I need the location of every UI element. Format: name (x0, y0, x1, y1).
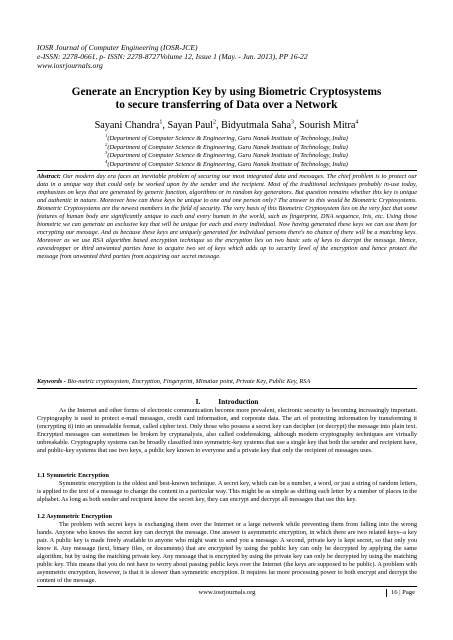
symmetric-text: Symmetric encryption is the oldest and best-known technique. A secret key, which can be a number, a word, or just a string of random letters, is applied to the text of a message to change the content in a particular way. This might be as simple as shifting each letter by a number of places in the alphabet. As long as both sender and recipient know the secret key, they can encrypt and decrypt all messages that use this key. (37, 480, 417, 504)
keywords-label: Keywords - (37, 378, 66, 385)
affiliation (25, 132, 428, 147)
footer-url: www.iosrjournals.org (198, 589, 256, 596)
affiliation-sup: 1 (105, 132, 108, 138)
affiliation-text: (Department of Computer Science & Engineering, Guru Nanak Institute of Technology, India) (107, 160, 348, 168)
affiliation-text: (Department of Computer Science & Engineering, Guru Nanak Institute of Technology, India) (107, 152, 348, 160)
affiliation-sup: 2 (105, 141, 108, 147)
journal-name: IOSR Journal of Computer Engineering (IOSR-JCE) (37, 43, 198, 52)
affiliation-text: (Department of Computer Science & Engineering, Guru Nanak Institute of Technology, India) (107, 143, 348, 151)
journal-issn: e-ISSN: 2278-0661, p- ISSN: 2278-8727Volume 12, Issue 1 (May. - Jun. 2013), PP 16-22 (37, 52, 308, 62)
abstract-text: Our modern day era faces an inevitable problem of securing our most integrated data and messages. The chief problem is to protect our data in a unique way that could only be worked upon by the sender and the recipient. Most of the traditional techniques probably in-use today, emphasizes on keys that are generated by generic function, algorithms or in random key generators. But question remains whether this key is unique and authentic in nature. Moreover how can these keys be unique to one and one person only? The answer to this would be Biometric Cryptosystems. Biometric Cryptosystems are the newest members in the field of security. The very basis of this Biometric Cryptosystem lies on the very fact that some features of human body are significantly unique to each and every human in the world, such as fingerprint, DNA sequence, Iris, etc. Using those biometric we can generate an exclusive key that will be unique for each and every individual. Now having generated these keys we can use them for encrypting our message. And as because these keys are uniquely generated for individual persons there's no chance of there will be a matching keys. Moreover as we use RSA algorithm based encryption technique so the encryption lies on two basic sets of keys to decrypt the message. Hence, eavesdropper or third unwanted parties have to acquire two set of keys which adds up to security level of the encryption and hence protect the message from unwanted third parties from acquiring our secret message. (37, 173, 418, 261)
keywords-text: Bio-metric cryptosystem, Encryption, Fingerprint, Minutiae point, Private Key, Public Key, RSA (67, 378, 311, 385)
page-number: 16 | Page (386, 589, 415, 597)
section-title: Introduction (218, 397, 259, 406)
intro-paragraph (37, 407, 417, 455)
affiliation-sup: 4 (105, 158, 108, 164)
title-line-1: Generate an Encryption Key by using Biometric Cryptosystems (71, 86, 382, 98)
symmetric-paragraph (37, 480, 417, 504)
author-name: Bidyutmala Saha (221, 120, 291, 131)
affiliation-list (25, 132, 428, 169)
author-sup: 4 (355, 119, 359, 126)
journal-header (37, 43, 417, 71)
section-number: I. (195, 397, 201, 406)
paper-title (25, 86, 428, 112)
subsection-heading-asymmetric: 1.2 Asymmetric Encryption (37, 513, 113, 520)
abstract-top-rule (37, 170, 417, 171)
footer-rule (37, 586, 417, 587)
abstract-bottom-rule (37, 388, 417, 389)
abstract (37, 173, 417, 262)
author-name: Sourish Mitra (299, 120, 356, 131)
affiliation (25, 152, 428, 161)
affiliation-text: (Department of Computer Science & Engineering, Guru Nanak Institute of Technology, India) (107, 135, 348, 142)
intro-text: As the Internet and other forms of electronic communication become more prevalent, electronic security is becoming increasingly important. Cryptography is used to protect e-mail messages, credit card information, and corporate data. The art of protecting information by transforming it (encrypting it) into an unreadable format, called cipher text. Only those who possess a secret key can decipher (or decrypt) the message into plain text. Encrypted messages can sometimes be broken by cryptanalysis, also called codebreaking, although modern cryptography techniques are virtually unbreakable. Cryptography systems can be broadly classified into symmetric-key systems that use a single key that both the sender and recipient have, and public-key systems that use two keys, a public key known to everyone and a private key that only the recipient of messages uses. (37, 407, 417, 455)
author-sup: 2 (213, 119, 217, 126)
affiliation-sup: 3 (105, 150, 108, 156)
affiliation (25, 158, 428, 170)
author-name: Sayani Chandra (94, 120, 160, 131)
abstract-label: Abstract: (37, 173, 61, 180)
keywords (37, 378, 417, 386)
author-list: Sayani Chandra$^1$, Sayan Paul$^2$, Bidyutmala Saha$^3$, Sourish Mitra$^4$ (94, 119, 359, 131)
journal-url: www.iosrjournals.org (37, 61, 103, 71)
affiliation (25, 141, 428, 156)
subsection-heading-symmetric: 1.1 Symmetric Encryption (37, 472, 109, 479)
author-sup: 1 (159, 119, 163, 126)
title-line-2: to secure transferring of Data over a Network (115, 99, 338, 111)
asymmetric-paragraph (37, 521, 417, 585)
asymmetric-text: The problem with secret keys is exchanging them over the Internet or a large network while preventing them from falling into the wrong hands. Anyone who knows the secret key can decrypt the message. One answer is asymmetric encryption, in which there are two related keys--a key pair. A public key is made freely available to anyone who might want to send you a message. A second, private key is kept secret, so that only you know it. Any message (text, binary files, or documents) that are encrypted by using the public key can only be decrypted by applying the same algorithm, but by using the matching private key. Any message that is encrypted by using the private key can only be decrypted by using the matching public key. This means that you do not have to worry about passing public keys over the Internet (the keys are supposed to be public). A problem with asymmetric encryption, however, is that it is slower than symmetric encryption. It requires far more processing power to both encrypt and decrypt the content of the message. (37, 521, 417, 585)
author-name: Sayan Paul (167, 120, 214, 131)
author-sup: 3 (291, 119, 294, 126)
section-heading (37, 397, 417, 406)
